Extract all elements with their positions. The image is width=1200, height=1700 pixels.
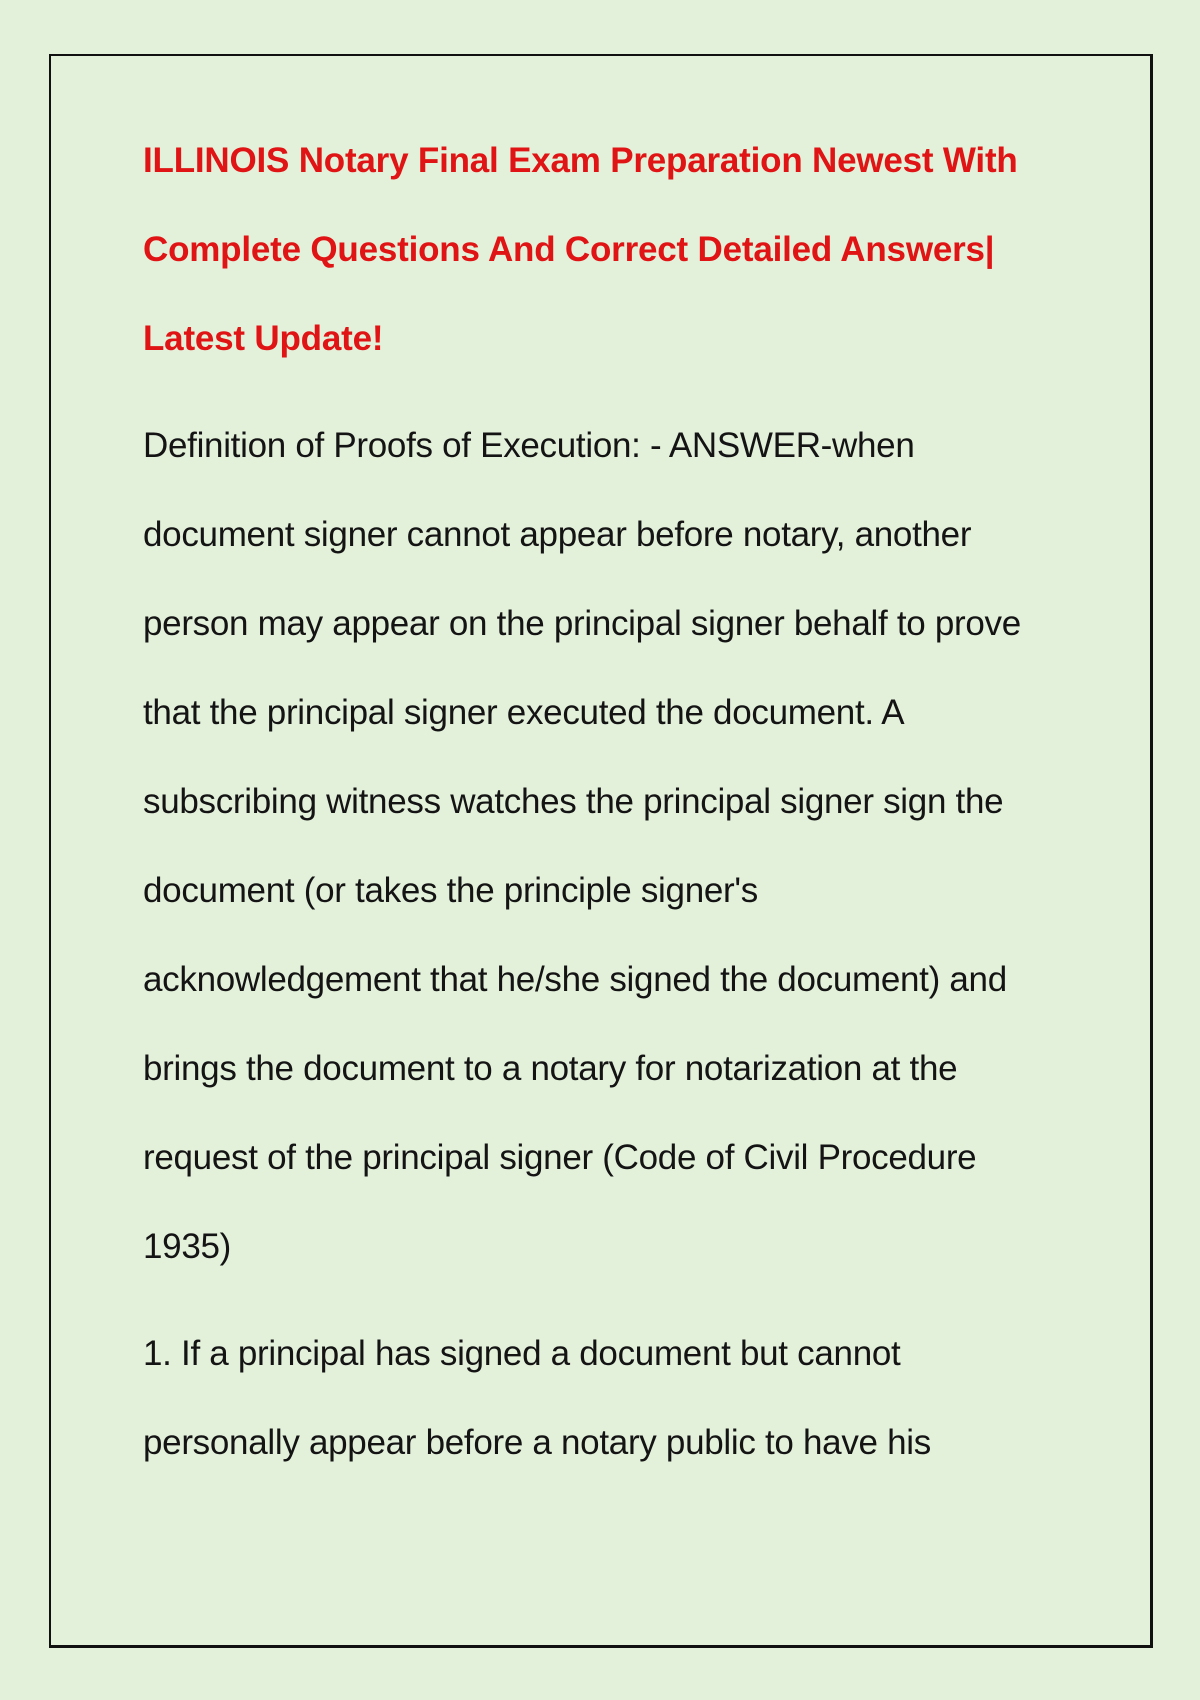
definition-line: 1935)	[143, 1227, 232, 1266]
definition-line: brings the document to a notary for notarization at the	[143, 1049, 958, 1088]
question-line: personally appear before a notary public to have his	[143, 1423, 931, 1462]
title-line: Latest Update!	[143, 319, 384, 358]
document-content	[143, 116, 1113, 1487]
document-title	[143, 116, 1113, 383]
definition-line: document signer cannot appear before notary, another	[143, 515, 972, 554]
title-line: ILLINOIS Notary Final Exam Preparation Newest With	[143, 141, 1018, 180]
definition-line: that the principal signer executed the document. A	[143, 693, 905, 732]
definition-line: request of the principal signer (Code of Civil Procedure	[143, 1138, 977, 1177]
definition-line: acknowledgement that he/she signed the document) and	[143, 960, 1007, 999]
definition-line: person may appear on the principal signer behalf to prove	[143, 604, 1021, 643]
definition-paragraph	[143, 401, 1113, 1291]
question-paragraph	[143, 1309, 1113, 1487]
page-frame	[49, 54, 1153, 1648]
question-line: 1. If a principal has signed a document but cannot	[143, 1334, 901, 1373]
title-line: Complete Questions And Correct Detailed Answers|	[143, 230, 995, 269]
definition-line: subscribing witness watches the principal signer sign the	[143, 782, 1004, 821]
definition-line: Definition of Proofs of Execution: - ANSWER-when	[143, 426, 915, 465]
definition-line: document (or takes the principle signer's	[143, 871, 758, 910]
